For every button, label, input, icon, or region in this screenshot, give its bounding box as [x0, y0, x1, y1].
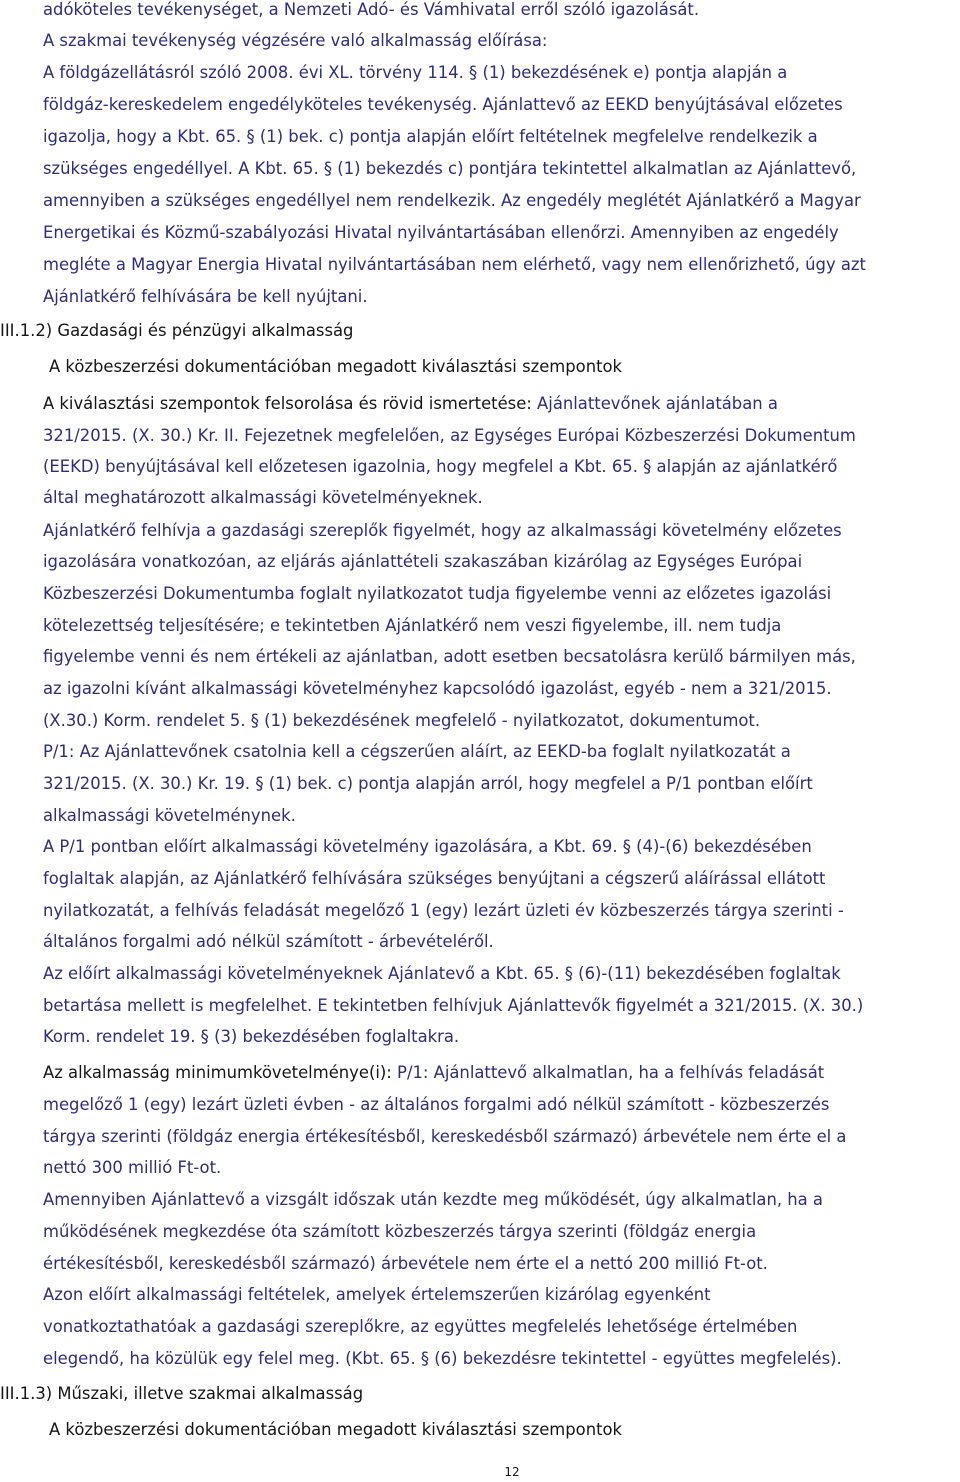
text-line: elegendő, ha közülük egy felel meg. (Kbt. 65. § (6) bekezdésre tekintettel - együttes megfelelés).: [43, 1349, 842, 1368]
text-line: (EEKD) benyújtásával kell előzetesen igazolnia, hogy megfelel a Kbt. 65. § alapján az ajánlatkérő: [43, 457, 838, 476]
text-line: A földgázellátásról szóló 2008. évi XL. törvény 114. § (1) bekezdésének e) pontja alapján a: [43, 63, 788, 82]
criteria-label: A kiválasztási szempontok felsorolása és rövid ismertetése:: [43, 394, 532, 413]
text-line: földgáz-kereskedelem engedélyköteles tevékenység. Ajánlattevő az EEKD benyújtásával előzetes: [43, 95, 843, 114]
text-line: nyilatkozatát, a felhívás feladását megelőző 1 (egy) lezárt üzleti év közbeszerzés tárgya szerinti -: [43, 901, 844, 920]
page-number: 12: [504, 1465, 520, 1479]
text-line: általános forgalmi adó nélkül számított - árbevételéről.: [43, 932, 494, 951]
text-line: Azon előírt alkalmassági feltételek, amelyek értelemszerűen kizárólag egyenként: [43, 1285, 711, 1304]
section-heading: III.1.2) Gazdasági és pénzügyi alkalmasság: [0, 321, 354, 340]
text-line: Ajánlatkérő felhívja a gazdasági szereplők figyelmét, hogy az alkalmassági követelmény előzetes: [43, 521, 842, 540]
text-line: vonatkoztathatóak a gazdasági szereplőkre, az együttes megfelelés lehetősége értelmében: [43, 1317, 798, 1336]
text-line: P/1: Az Ajánlattevőnek csatolnia kell a cégszerűen aláírt, az EEKD-ba foglalt nyilatkozatát a: [43, 742, 791, 761]
text-line: az igazolni kívánt alkalmassági követelményhez kapcsolódó igazolást, egyéb - nem a 321/2015.: [43, 679, 832, 698]
text-line: Közbeszerzési Dokumentumba foglalt nyilatkozatot tudja figyelembe venni az előzetes igazolási: [43, 584, 832, 603]
text-line: A P/1 pontban előírt alkalmassági követelmény igazolására, a Kbt. 69. § (4)-(6) bekezdésében: [43, 837, 812, 856]
minimum-text: P/1: Ajánlattevő alkalmatlan, ha a felhívás feladását: [391, 1063, 825, 1082]
section-subheading: A közbeszerzési dokumentációban megadott kiválasztási szempontok: [49, 1420, 623, 1439]
text-line: értékesítésből, kereskedésből származó) árbevétele nem érte el a nettó 200 millió Ft-ot.: [43, 1254, 768, 1273]
text-line: figyelembe venni és nem értékeli az ajánlatban, adott esetben becsatolásra kerülő bármilyen más,: [43, 647, 856, 666]
text-line: [43, 1063, 824, 1083]
section-subheading: A közbeszerzési dokumentációban megadott kiválasztási szempontok: [49, 357, 623, 376]
text-line: foglaltak alapján, az Ajánlatkérő felhívására szükséges benyújtani a cégszerű aláírással ellátott: [43, 869, 826, 888]
text-line: nettó 300 millió Ft-ot.: [43, 1158, 222, 1177]
text-line: Az előírt alkalmassági követelményeknek Ajánlatevő a Kbt. 65. § (6)-(11) bekezdésében foglaltak: [43, 964, 841, 983]
text-line: Energetikai és Közmű-szabályozási Hivatal nyilvántartásában ellenőrzi. Amennyiben az engedély: [43, 223, 839, 242]
text-line: alkalmassági követelménynek.: [43, 806, 296, 825]
text-line: Ajánlatkérő felhívására be kell nyújtani.: [43, 287, 368, 306]
text-line: megléte a Magyar Energia Hivatal nyilvántartásában nem elérhető, vagy nem ellenőrizhető, úgy azt: [43, 255, 866, 274]
text-line: Korm. rendelet 19. § (3) bekezdésében foglaltakra.: [43, 1027, 460, 1046]
text-line: adóköteles tevékenységet, a Nemzeti Adó- és Vámhivatal erről szóló igazolását.: [43, 0, 700, 19]
text-line: [43, 394, 778, 414]
text-line: által meghatározott alkalmassági követelményeknek.: [43, 488, 483, 507]
text-line: szükséges engedéllyel. A Kbt. 65. § (1) bekezdés c) pontjára tekintettel alkalmatlan az Ajánlattevő,: [43, 159, 857, 178]
minimum-label: Az alkalmasság minimumkövetelménye(i):: [43, 1063, 392, 1082]
text-line: amennyiben a szükséges engedéllyel nem rendelkezik. Az engedély meglétét Ajánlatkérő a Magyar: [43, 191, 861, 210]
text-line: igazolja, hogy a Kbt. 65. § (1) bek. c) pontja alapján előírt feltételnek megfelelve rendelkezik a: [43, 127, 818, 146]
text-line: Amennyiben Ajánlattevő a vizsgált időszak után kezdte meg működését, úgy alkalmatlan, ha a: [43, 1190, 823, 1209]
text-line: tárgya szerinti (földgáz energia értékesítésből, kereskedésből származó) árbevétele nem érte el a: [43, 1127, 847, 1146]
text-line: működésének megkezdése óta számított közbeszerzés tárgya szerinti (földgáz energia: [43, 1222, 757, 1241]
text-line: 321/2015. (X. 30.) Kr. II. Fejezetnek megfelelően, az Egységes Európai Közbeszerzési Dokumentum: [43, 426, 856, 445]
text-line: (X.30.) Korm. rendelet 5. § (1) bekezdésének megfelelő - nyilatkozatot, dokumentumot.: [43, 711, 761, 730]
text-line: A szakmai tevékenység végzésére való alkalmasság előírása:: [43, 31, 548, 50]
text-line: igazolására vonatkozóan, az eljárás ajánlattételi szakaszában kizárólag az Egységes Európai: [43, 552, 803, 571]
criteria-text: Ajánlattevőnek ajánlatában a: [531, 394, 778, 413]
text-line: betartása mellett is megfelelhet. E tekintetben felhívjuk Ajánlattevők figyelmét a 321/2015. (X. 30.): [43, 996, 864, 1015]
text-line: 321/2015. (X. 30.) Kr. 19. § (1) bek. c) pontja alapján arról, hogy megfelel a P/1 pontban előírt: [43, 774, 813, 793]
text-line: kötelezettség teljesítésére; e tekintetben Ajánlatkérő nem veszi figyelembe, ill. nem tudja: [43, 616, 782, 635]
section-heading: III.1.3) Műszaki, illetve szakmai alkalmasság: [0, 1384, 364, 1403]
text-line: megelőző 1 (egy) lezárt üzleti évben - az általános forgalmi adó nélkül számított - közbeszerzés: [43, 1095, 830, 1114]
